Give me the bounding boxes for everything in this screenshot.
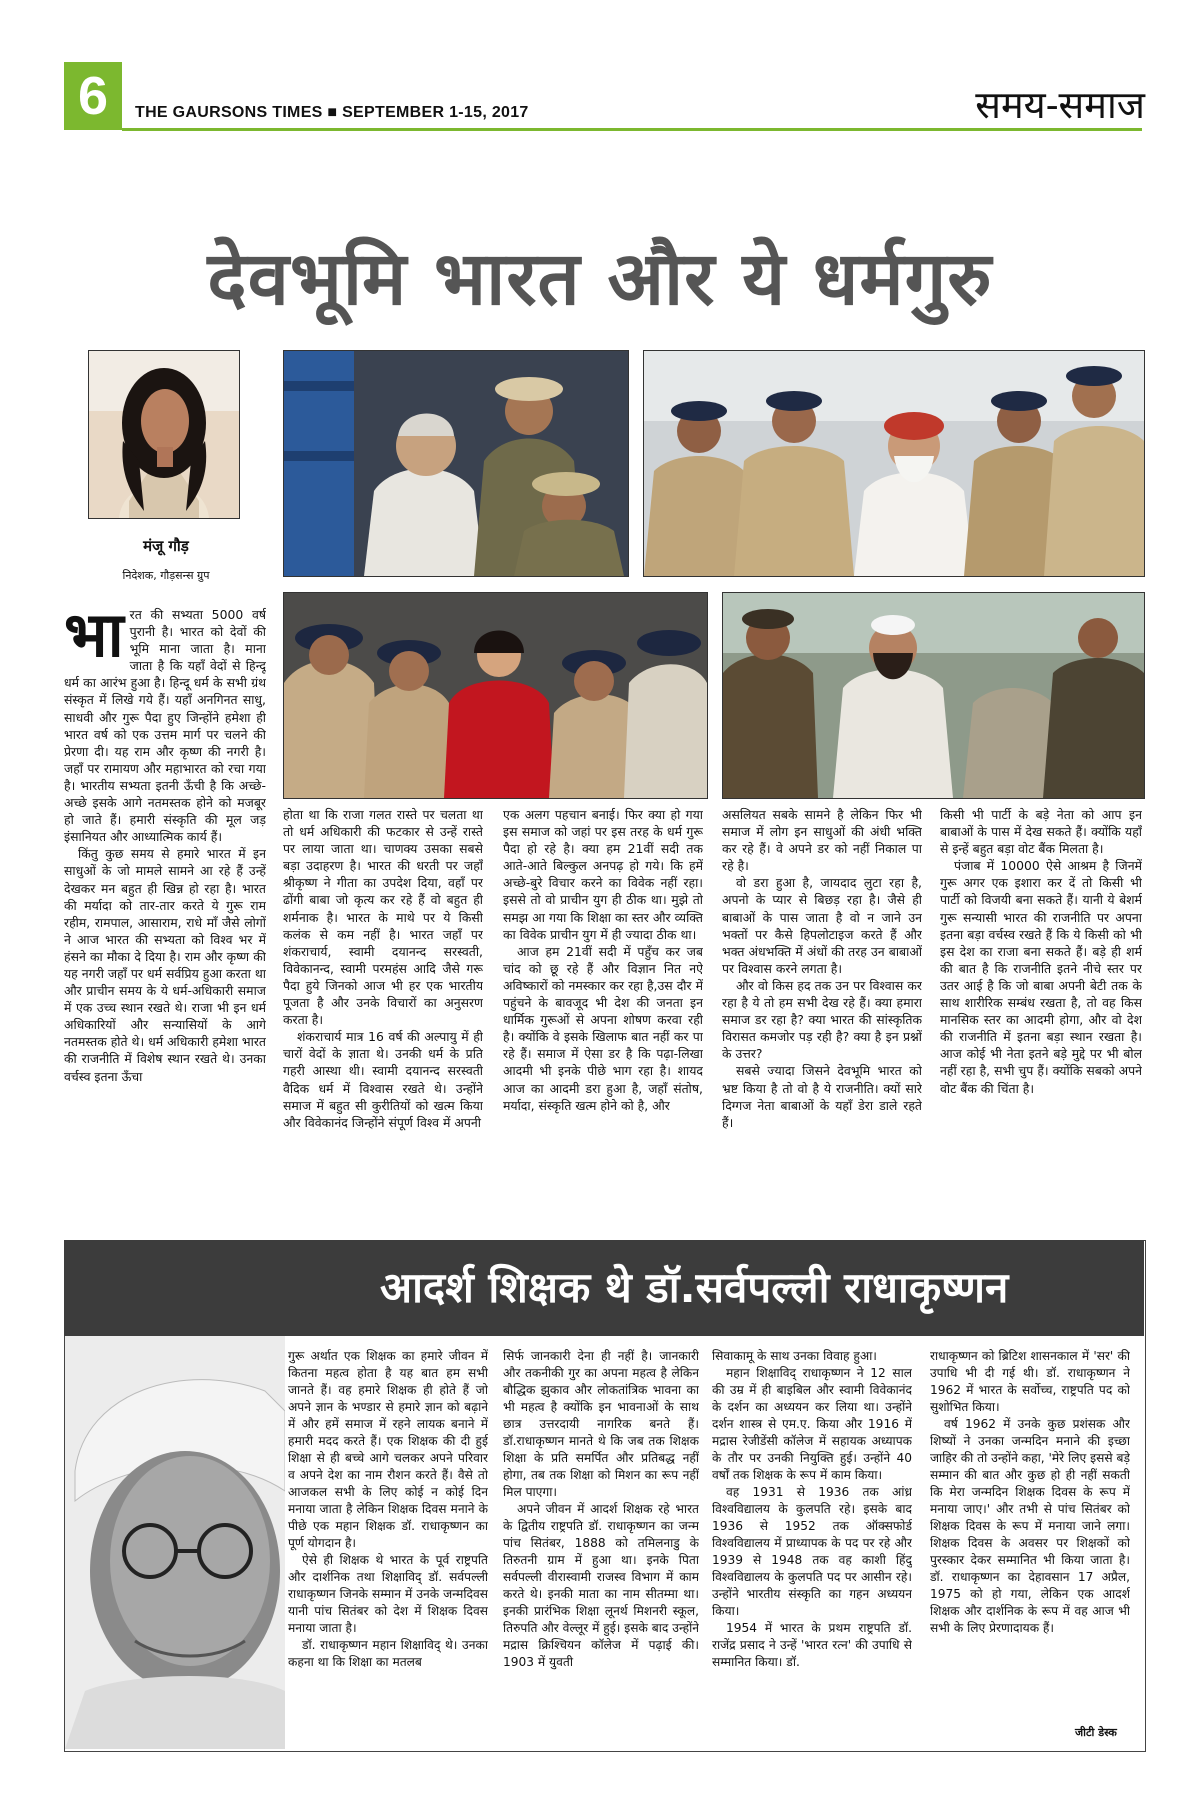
section-title: समय-समाज	[975, 83, 1145, 127]
article-paragraph: पंजाब में 10000 ऐसे आश्रम है जिनमें गुरू अगर एक इशारा कर दें तो किसी भी पार्टी को विजयी बना सकते हैं। यानी ये बेशर्म गुरू सन्यासी भारत की राजनीति पर अपना इतना बड़ा वर्चस्व रखते हैं कि ये किसी को भी इस देश का राजा बना सकते हैं। बड़े ही शर्म की बात है कि राजनीति इतने नीचे स्तर पर उतर आई है कि जो बाबा अपनी बेटी तक के साथ शारीरिक सम्बंध रखता है, तो वह किस मानसिक स्तर का आदमी होगा, और वो देश की राजनीति में इतना बड़ा स्थान रखता है। आज कोई भी नेता इतने बड़े मुद्दे पर भी बोल नहीं रहा है, सभी चुप हैं। क्योंकि सबको अपने वोट बैंक की चिंता है।	[940, 858, 1142, 1096]
author-photo	[88, 350, 240, 519]
feature-paragraph: सिवाकामू के साथ उनका विवाह हुआ।	[712, 1349, 877, 1363]
article-paragraph: शंकराचार्य मात्र 16 वर्ष की अल्पायु में ही चारों वेदों के ज्ञाता थे। उनकी धर्म के प्रति गहरी आस्था थी। स्वामी दयानन्द सरस्वती वैदिक धर्म में विश्वास रखते थे। उन्होंने समाज में बहुत सी कुरीतियों को खत्म किया और विवेकानंद जिन्होंने संपूर्ण विश्व में अपनी	[283, 1029, 483, 1130]
feature-paragraph: राधाकृष्णन को ब्रिटिश शासनकाल में 'सर' की उपाधि भी दी गई थी। डॉ. राधाकृष्णन ने 1962 में भारत के सर्वोच्च, राष्ट्रपति पद को सुशोभित किया।	[930, 1349, 1130, 1414]
feature-paragraph: वर्ष 1962 में उनके कुछ प्रशंसक और शिष्यों ने उनका जन्मदिन मनाने की इच्छा जाहिर की तो उन्होंने कहा, 'मेरे लिए इससे बड़े सम्मान की बात और कुछ हो ही नहीं सकती कि मेरा जन्मदिन शिक्षक दिवस के रूप में मनाया जाए।' और तभी से पांच सितंबर को शिक्षक दिवस के रूप में मनाया जाने लगा। शिक्षक दिवस के अवसर पर शिक्षकों को पुरस्कार देकर सम्मानित भी किया जाता है। डॉ. राधाकृष्णन का देहावसान 17 अप्रैल, 1975 को हो गया, लेकिन एक आदर्श शिक्षक और दार्शनिक के रूप में वह आज भी सभी के लिए प्रेरणादायक हैं।	[930, 1417, 1130, 1635]
article-paragraph: सबसे ज्यादा जिसने देवभूमि भारत को भ्रष्ट किया है तो वो है ये राजनीति। क्यों सारे दिग्गज नेता बाबाओं के यहाँ डेरा डाले रहते हैं।	[722, 1063, 922, 1130]
article-column-4	[722, 806, 922, 1226]
feature-column-1	[288, 1348, 488, 1730]
feature-paragraph: गुरू अर्थात एक शिक्षक का हमारे जीवन में कितना महत्व होता है यह बात हम सभी जानते हैं। वह हमारे शिक्षक ही होते हैं जो अपने ज्ञान के भण्डार से हमारे ज्ञान को बढ़ाने में और हमें समाज में रहने लायक बनाने में हमारी मदद करते हैं। एक शिक्षक की दी हुई शिक्षा से ही बच्चे आगे चलकर अपने परिवार व अपने देश का नाम रौशन करते हैं। वैसे तो आजकल सभी के लिए कोई न कोई दिन मनाया जाता है लेकिन शिक्षक दिवस मनाने के पीछे एक महान शिक्षक डॉ. राधाकृष्णन का पूर्ण योगदान है।	[288, 1349, 488, 1550]
article-paragraph: और वो किस हद तक उन पर विश्वास कर रहा है ये तो हम सभी देख रहे हैं। क्या हमारा समाज डर रहा है? क्या भारत की सांस्कृतिक विरासत कमजोर पड़ रही है? क्या है इन प्रश्नों के उत्तर?	[722, 977, 922, 1062]
feature-paragraph: 1954 में भारत के प्रथम राष्ट्रपति डॉ. राजेंद्र प्रसाद ने उन्हें 'भारत रत्न' की उपाधि से सम्मानित किया। डॉ.	[712, 1621, 912, 1669]
article-paragraph: एक अलग पहचान बनाई। फिर क्या हो गया इस समाज को जहां पर इस तरह के धर्म गुरू पैदा हो रहे है। क्या हम 21वीं सदी तक आते-आते बिल्कुल अनपढ़ हो गये। कि हमें अच्छे-बुरे विचार करने का विवेक नहीं रहा। इससे तो वो प्राचीन युग ही ठीक था। मुझे तो समझ आ गया कि शिक्षा का स्तर और व्यक्ति का विवेक प्राचीन युग में ही ज्यादा ठीक था।	[503, 807, 703, 942]
feature-paragraph: वह 1931 से 1936 तक आंध्र विश्वविद्यालय के कुलपति रहे। इसके बाद 1936 से 1952 तक ऑक्सफोर्ड विश्वविद्यालय में प्राध्यापक के पद पर रहे और 1939 से 1948 तक वह काशी हिंदु विश्वविद्यालय के कुलपति पद पर आसीन रहे। उन्होंने भारतीय संस्कृति का गहन अध्ययन किया।	[712, 1485, 912, 1618]
article-column-2	[283, 806, 483, 1226]
news-photo-asaram	[643, 350, 1145, 577]
article-column-5	[940, 806, 1142, 1226]
feature-title: आदर्श शिक्षक थे डॉ.सर्वपल्ली राधाकृष्णन	[380, 1263, 1009, 1312]
byline-credit: जीटी डेस्क	[1075, 1726, 1117, 1739]
drop-cap: भा	[64, 606, 124, 671]
author-name: मंजू गौड़	[143, 537, 189, 555]
page-number: 6	[64, 62, 122, 130]
feature-paragraph: डॉ. राधाकृष्णन महान शिक्षाविद् थे। उनका कहना था कि शिक्षा का मतलब	[288, 1638, 488, 1669]
feature-paragraph: ऐसे ही शिक्षक थे भारत के पूर्व राष्ट्रपति और दार्शनिक तथा शिक्षाविद् डॉ. सर्वपल्ली राधाकृष्णन जिनके सम्मान में उनके जन्मदिवस यानी पांच सितंबर को देश में शिक्षक दिवस मनाया जाता है।	[288, 1553, 488, 1635]
article-paragraph: किंतु कुछ समय से हमारे भारत में इन साधुओं के जो मामले सामने आ रहे हैं उन्हें देखकर मन बहुत ही खिन्न हो रहा है। भारत की मर्यादा को तार-तार करते ये गुरू राम रहीम, रामपाल, आसाराम, राधे माँ जैसे लोगों ने आज भारत की सभ्यता को विश्व भर में हंसने का मौका दे दिया है। राम और कृष्ण की यह नगरी जहाँ पर धर्म सर्वप्रिय हुआ करता था और प्राचीन समय के ये धर्म-अधिकारी समाज में एक उच्च स्थान रखते थे। राजा भी इन धर्म अधिकारियों और सन्यासियों के आगे नतमस्तक होते थे। धर्म अधिकारी हमेशा भारत की राजनीति में विशेष स्थान रखते थे। उनका वर्चस्व इतना ऊँचा	[64, 846, 266, 1084]
feature-paragraph: अपने जीवन में आदर्श शिक्षक रहे भारत के द्वितीय राष्ट्रपति डॉ. राधाकृष्णन का जन्म पांच सितंबर, 1888 को तमिलनाडु के तिरुतनी ग्राम में हुआ था। इनके पिता सर्वपल्ली वीरास्वामी राजस्व विभाग में काम करते थे। इनकी माता का नाम सीतम्मा था। इनकी प्रारंभिक शिक्षा लूनर्थ मिशनरी स्कूल, तिरुपति और वेल्लूर में हुई। इसके बाद उन्होंने मद्रास क्रिश्चियन कॉलेज में पढ़ाई की। 1903 में युवती	[503, 1502, 699, 1669]
news-photo-rampal	[283, 350, 629, 577]
feature-column-4	[930, 1348, 1130, 1723]
article-paragraph: आज हम 21वीं सदी में पहुँच कर जब चांद को छू रहे हैं और विज्ञान नित नऐ अविष्कारों को नमस्कार कर रहा है,उस दौर में पहुंचने के बावजूद भी देश की जनता इन धार्मिक गुरूओं से अपना शोषण करवा रही है। क्योंकि वे इसके खिलाफ बात नहीं कर पा रहे हैं। समाज में ऐसा डर है कि पढ़ा-लिखा आदमी भी इनके पीछे भाग रहा है। शायद आज का आदमी डरा हुआ है, जहाँ संतोष, मर्यादा, संस्कृति खत्म होने को है, और	[503, 943, 703, 1113]
article-paragraph: असलियत सबके सामने है लेकिन फिर भी समाज में लोग इन साधुओं की अंधी भक्ति कर रहे हैं। वे अपने डर को नहीं निकाल पा रहे है।	[722, 807, 922, 874]
author-title: निदेशक, गौड़सन्स ग्रुप	[122, 569, 210, 582]
feature-column-2	[503, 1348, 699, 1730]
article-paragraph: किसी भी पार्टी के बड़े नेता को आप इन बाबाओं के पास में देख सकते हैं। क्योंकि यहाँ से इन्हें बहुत बड़ा वोट बैंक मिलता है।	[940, 807, 1142, 857]
article-paragraph: होता था कि राजा गलत रास्ते पर चलता था तो धर्म अधिकारी की फटकार से उन्हें रास्ते पर लाया जाता था। चाणक्य उसका सबसे बड़ा उदाहरण है। भारत की धरती पर जहाँ श्रीकृष्ण ने गीता का उपदेश दिया, वहाँ पर ढोंगी बाबा जो कृत्य कर रहे हैं वो बहुत ही शर्मनाक है। भारत के माथे पर ये किसी कलंक से कम नहीं है। भारत जहाँ पर शंकराचार्य, स्वामी दयानन्द सरस्वती, विवेकानन्द, स्वामी परमहंस आदि जैसे गरू पैदा हुये जिनको आज भी हर एक भारतीय पूजता है और उनके विचारों का अनुसरण करता है।	[283, 807, 483, 1028]
article-column-1	[64, 606, 266, 1228]
article-paragraph: वो डरा हुआ है, जायदाद लुटा रहा है, अपनो के प्यार से बिछड़ रहा है। जैसे ही बाबाओं के पास जाता है वो न जाने उन भक्तों पर कैसे हिपलोटाइज करते हैं और भक्त अंधभक्ति में अंधों की तरह उन बाबाओं पर विश्वास करने लगता है।	[722, 875, 922, 976]
headline: देवभूमि भारत और ये धर्मगुरु	[207, 236, 993, 322]
publication-line: THE GAURSONS TIMES ■ SEPTEMBER 1-15, 2017	[135, 104, 529, 121]
radhakrishnan-portrait	[65, 1241, 285, 1749]
article-paragraph: रत की सभ्यता 5000 वर्ष पुरानी है। भारत को देवों की भूमि माना जाता है। माना जाता है कि यहाँ वेदों से हिन्दू धर्म का आरंभ हुआ है। हिन्दू धर्म के सभी ग्रंथ संस्कृत में लिखे गये हैं। यहाँ अनगिनत साधु, साधवी और गुरू पैदा हुए जिन्होंने हमेशा ही भारत वर्ष को एक उत्तम मार्ग पर चलने की प्रेरणा दी। यह राम और कृष्ण की नगरी है। जहाँ पर रामायण और महाभारत को रचा गया है। भारतीय सभ्यता इतनी ऊँची है कि अच्छे-अच्छे इसके आगे नतमस्तक होने को मजबूर हो जाते हैं। हमारी संस्कृति की मूल जड़ इंसानियत और आध्यात्मिक कार्य हैं।	[64, 607, 266, 845]
feature-paragraph: महान शिक्षाविद् राधाकृष्णन ने 12 साल की उम्र में ही बाइबिल और स्वामी विवेकानंद के दर्शन का अध्ययन कर लिया था। उन्होंने दर्शन शास्त्र से एम.ए. किया और 1916 में मद्रास रेजीडेंसी कॉलेज में सहायक अध्यापक के तौर पर उनकी नियुक्ति हुई। उन्होंने 40 वर्षों तक शिक्षक के रूप में काम किया।	[712, 1366, 912, 1482]
feature-paragraph: सिर्फ जानकारी देना ही नहीं है। जानकारी और तकनीकी गुर का अपना महत्व है लेकिन बौद्धिक झुकाव और लोकतांत्रिक भावना का भी महत्व है क्योंकि इन भावनाओं के साथ छात्र उत्तरदायी नागरिक बनते हैं। डॉ.राधाकृष्णन मानते थे कि जब तक शिक्षक शिक्षा के प्रति समर्पित और प्रतिबद्ध नहीं होगा, तब तक शिक्षा को मिशन का रूप नहीं मिल पाएगा।	[503, 1349, 699, 1499]
article-column-3	[503, 806, 703, 1226]
news-photo-ram-rahim	[722, 592, 1145, 799]
news-photo-radhe-maa	[283, 592, 708, 799]
feature-column-3	[712, 1348, 912, 1730]
